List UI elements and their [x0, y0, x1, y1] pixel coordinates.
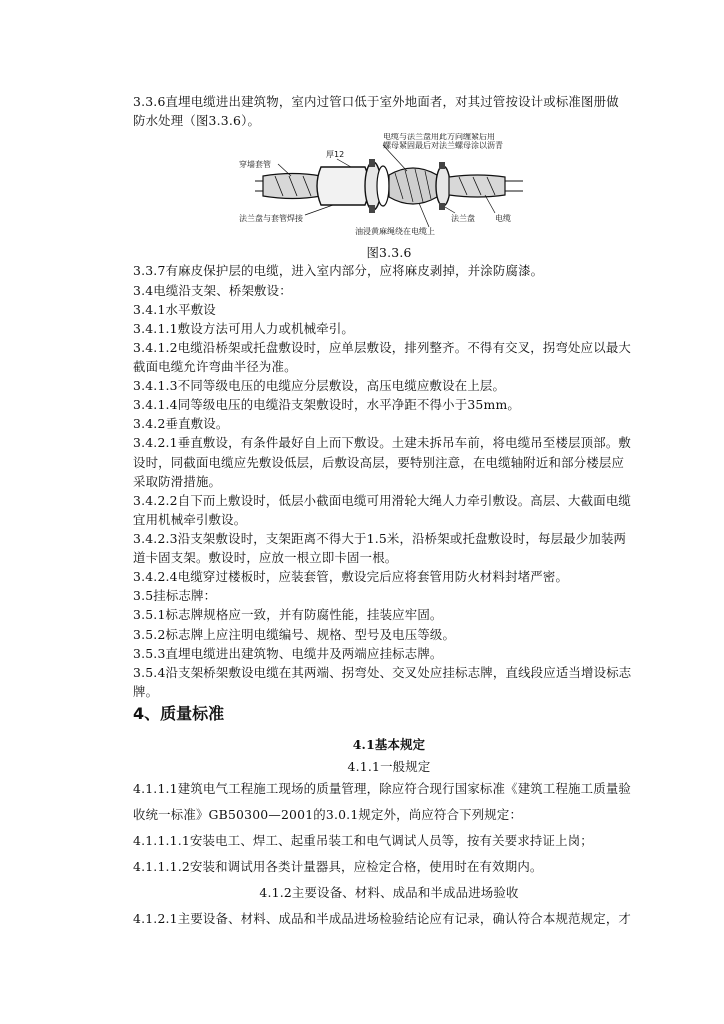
- paragraph-line: 牌。: [133, 684, 159, 699]
- subheading-general: 4.1.1一般规定: [347, 759, 431, 774]
- paragraph-line: 3.4.1水平敷设: [133, 302, 216, 317]
- paragraph-line: 3.4.2.4电缆穿过楼板时，应装套管，敷设完后应将套管用防火材料封堵严密。: [133, 569, 569, 584]
- paragraph-line: 3.5.1标志牌规格应一致，并有防腐性能，挂装应牢固。: [133, 607, 443, 622]
- paragraph-line: 3.4电缆沿支架、桥架敷设：: [133, 283, 292, 298]
- paragraph-line: 3.4.1.3不同等级电压的电缆应分层敷设，高压电缆应敷设在上层。: [133, 378, 506, 393]
- paragraph-line: 3.3.6直埋电缆进出建筑物，室内过管口低于室外地面者，对其过管按设计或标准图册做: [133, 94, 619, 109]
- paragraph-line: 设时，同截面电缆应先敷设低层，后敷设高层，要特别注意，在电缆轴附近和部分楼层应: [133, 455, 625, 470]
- paragraph-line: 3.3.7有麻皮保护层的电缆，进入室内部分，应将麻皮剥掉，并涂防腐漆。: [133, 263, 544, 278]
- paragraph-line: 3.4.2.3沿支架敷设时，支架距离不得大于1.5米，沿桥架或托盘敷设时，每层最少加装两: [133, 531, 627, 546]
- label-flange-weld: 法兰盘与套管焊接: [239, 214, 303, 223]
- label-cable: 电缆: [495, 214, 511, 223]
- paragraph-line: 采取防滑措施。: [133, 474, 222, 489]
- paragraph-line: 3.5.3直埋电缆进出建筑物、电缆井及两端应挂标志牌。: [133, 646, 443, 661]
- paragraph-line: 截面电缆允许弯曲半径为准。: [133, 359, 297, 374]
- paragraph-line: 3.5.2标志牌上应注明电缆编号、规格、型号及电压等级。: [133, 627, 456, 642]
- cable-entry-figure: [233, 133, 533, 239]
- paragraph-line: 3.4.1.4同等级电压的电缆沿支架敷设时，水平净距不得小于35mm。: [133, 397, 520, 412]
- paragraph-line: 3.4.2垂直敷设。: [133, 416, 229, 431]
- paragraph-line: 4.1.2.1主要设备、材料、成品和半成品进场检验结论应有记录，确认符合本规范规定，才: [133, 911, 632, 926]
- label-sleeve: 穿墙套管: [239, 160, 271, 169]
- paragraph-line: 防水处理（图3.3.6）。: [133, 113, 261, 128]
- label-note-line2: 螺母紧固最后对法兰螺母涂以沥青: [383, 141, 503, 150]
- paragraph-line: 收统一标准》GB50300—2001的3.0.1规定外，尚应符合下列规定：: [133, 807, 523, 822]
- label-note-line1: 电缆与法兰盘用此方向缠紧后用: [383, 133, 495, 141]
- paragraph-line: 道卡固支架。敷设时，应放一根立即卡固一根。: [133, 550, 398, 565]
- paragraph-line: 4.1.1.1建筑电气工程施工现场的质量管理，除应符合现行国家标准《建筑工程施工质量验: [133, 781, 632, 796]
- paragraph-line: 4.1.1.1.1安装电工、焊工、起重吊装工和电气调试人员等，按有关要求持证上岗；: [133, 833, 593, 848]
- label-jute: 油浸黄麻绳绕在电缆上: [355, 227, 435, 236]
- paragraph-line: 3.4.2.1垂直敷设，有条件最好自上而下敷设。土建未拆吊车前，将电缆吊至楼层顶部。敷: [133, 435, 632, 450]
- paragraph-line: 4.1.1.1.2安装和调试用各类计量器具，应检定合格，使用时在有效期内。: [133, 859, 543, 874]
- paragraph-line: 3.4.1.1敷设方法可用人力或机械牵引。: [133, 321, 355, 336]
- paragraph-line: 3.4.2.2自下而上敷设时，低层小截面电缆可用滑轮大绳人力牵引敷设。高层、大截面电缆: [133, 493, 632, 508]
- paragraph-line: 3.5挂标志牌：: [133, 588, 217, 603]
- paragraph-line: 3.5.4沿支架桥架敷设电缆在其两端、拐弯处、交叉处应挂标志牌，直线段应适当增设标志: [133, 665, 632, 680]
- figure-caption: 图3.3.6: [366, 245, 412, 260]
- subheading-equipment-acceptance: 4.1.2主要设备、材料、成品和半成品进场验收: [259, 885, 519, 900]
- subheading-basic-rules: 4.1基本规定: [352, 737, 426, 752]
- label-thickness: 厚12: [326, 150, 345, 159]
- paragraph-line: 3.4.1.2电缆沿桥架或托盘敷设时，应单层敷设，排列整齐。不得有交叉，拐弯处应以最大: [133, 340, 632, 355]
- label-flange: 法兰盘: [451, 214, 475, 223]
- paragraph-line: 宜用机械牵引敷设。: [133, 512, 247, 527]
- section-heading: 4、质量标准: [133, 704, 225, 723]
